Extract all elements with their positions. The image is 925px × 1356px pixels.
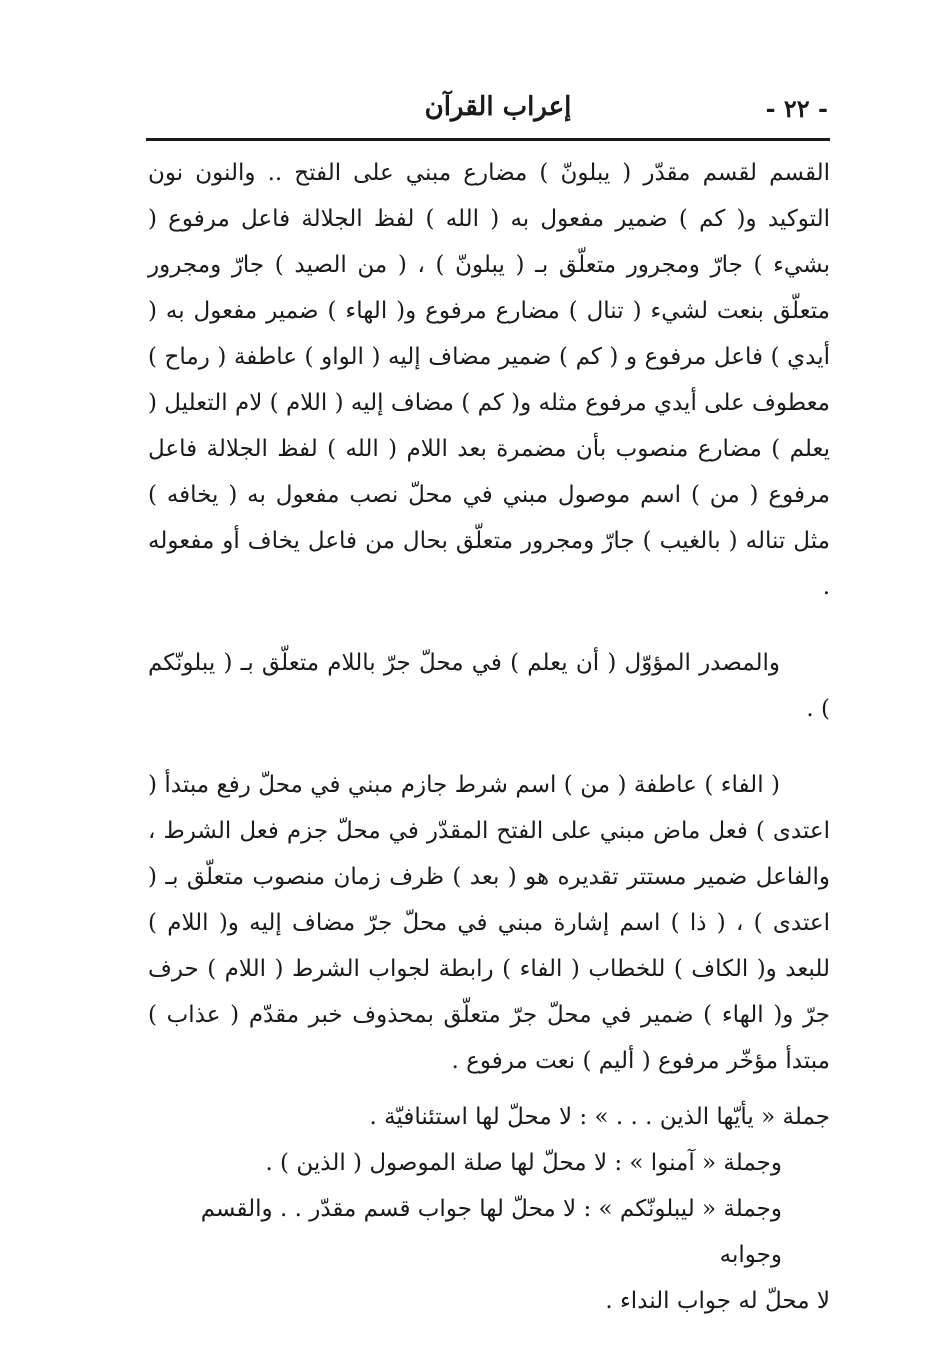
running-title: إعراب القرآن — [424, 92, 572, 122]
paragraph-spacer — [148, 610, 830, 640]
sentence-line: وجملة « آمنوا » : لا محلّ لها صلة الموصول ( الذين ) . — [265, 1150, 782, 1176]
paragraph-condition: ( الفاء ) عاطفة ( من ) اسم شرط جازم مبني في محلّ رفع مبتدأ ( اعتدى ) فعل ماض مبني على الفتح المقدّر في محلّ جزم فعل الشرط ، والفاعل ضمير مستتر تقديره هو ( بعد ) ظرف زمان منصوب متعلّق بـ ( اعتدى ) ، ( ذا ) اسم إشارة مبني في محلّ جرّ مضاف إليه و( اللام ) للبعد و( الكاف ) للخطاب ( الفاء ) رابطة لجواب الشرط ( اللام ) حرف جرّ و( الهاء ) ضمير في محلّ جرّ متعلّق بمحذوف خبر مقدّم ( عذاب ) مبتدأ مؤخّر مرفوع ( أليم ) نعت مرفوع . — [148, 772, 830, 1074]
page-body — [148, 150, 830, 1324]
sentence-line: جملة « يأيّها الذين . . . » : لا محلّ لها استئنافيّة . — [369, 1104, 830, 1130]
header-rule — [146, 138, 830, 141]
page-header — [148, 92, 828, 132]
page-number: - ٢٢ - — [765, 94, 828, 123]
sentence-line: وجملة « ليبلونّكم » : لا محلّ لها جواب قسم مقدّر . . والقسم وجوابه — [200, 1196, 782, 1268]
paragraph-spacer — [148, 1084, 830, 1094]
sentence-line: لا محلّ له جواب النداء . — [605, 1288, 830, 1314]
sentence-analysis — [148, 1094, 830, 1324]
paragraph-spacer — [148, 732, 830, 762]
paragraph-masdar: والمصدر المؤوّل ( أن يعلم ) في محلّ جرّ باللام متعلّق بـ ( يبلونّكم ) . — [148, 650, 830, 722]
paragraph-grammar-analysis: القسم لقسم مقدّر ( يبلونّ ) مضارع مبني على الفتح .. والنون نون التوكيد و( كم ) ضمير مفعول به ( الله ) لفظ الجلالة فاعل مرفوع ( بشيء ) جارّ ومجرور متعلّق بـ ( يبلونّ ) ، ( من الصيد ) جارّ ومجرور متعلّق بنعت لشيء ( تنال ) مضارع مرفوع و( الهاء ) ضمير مفعول به ( أيدي ) فاعل مرفوع و ( كم ) ضمير مضاف إليه ( الواو ) عاطفة ( رماح ) معطوف على أيدي مرفوع مثله و( كم ) مضاف إليه ( اللام ) لام التعليل ( يعلم ) مضارع منصوب بأن مضمرة بعد اللام ( الله ) لفظ الجلالة فاعل مرفوع ( من ) اسم موصول مبني في محلّ نصب مفعول به ( يخافه ) مثل تناله ( بالغيب ) جارّ ومجرور متعلّق بحال من فاعل يخاف أو مفعوله . — [147, 160, 830, 600]
